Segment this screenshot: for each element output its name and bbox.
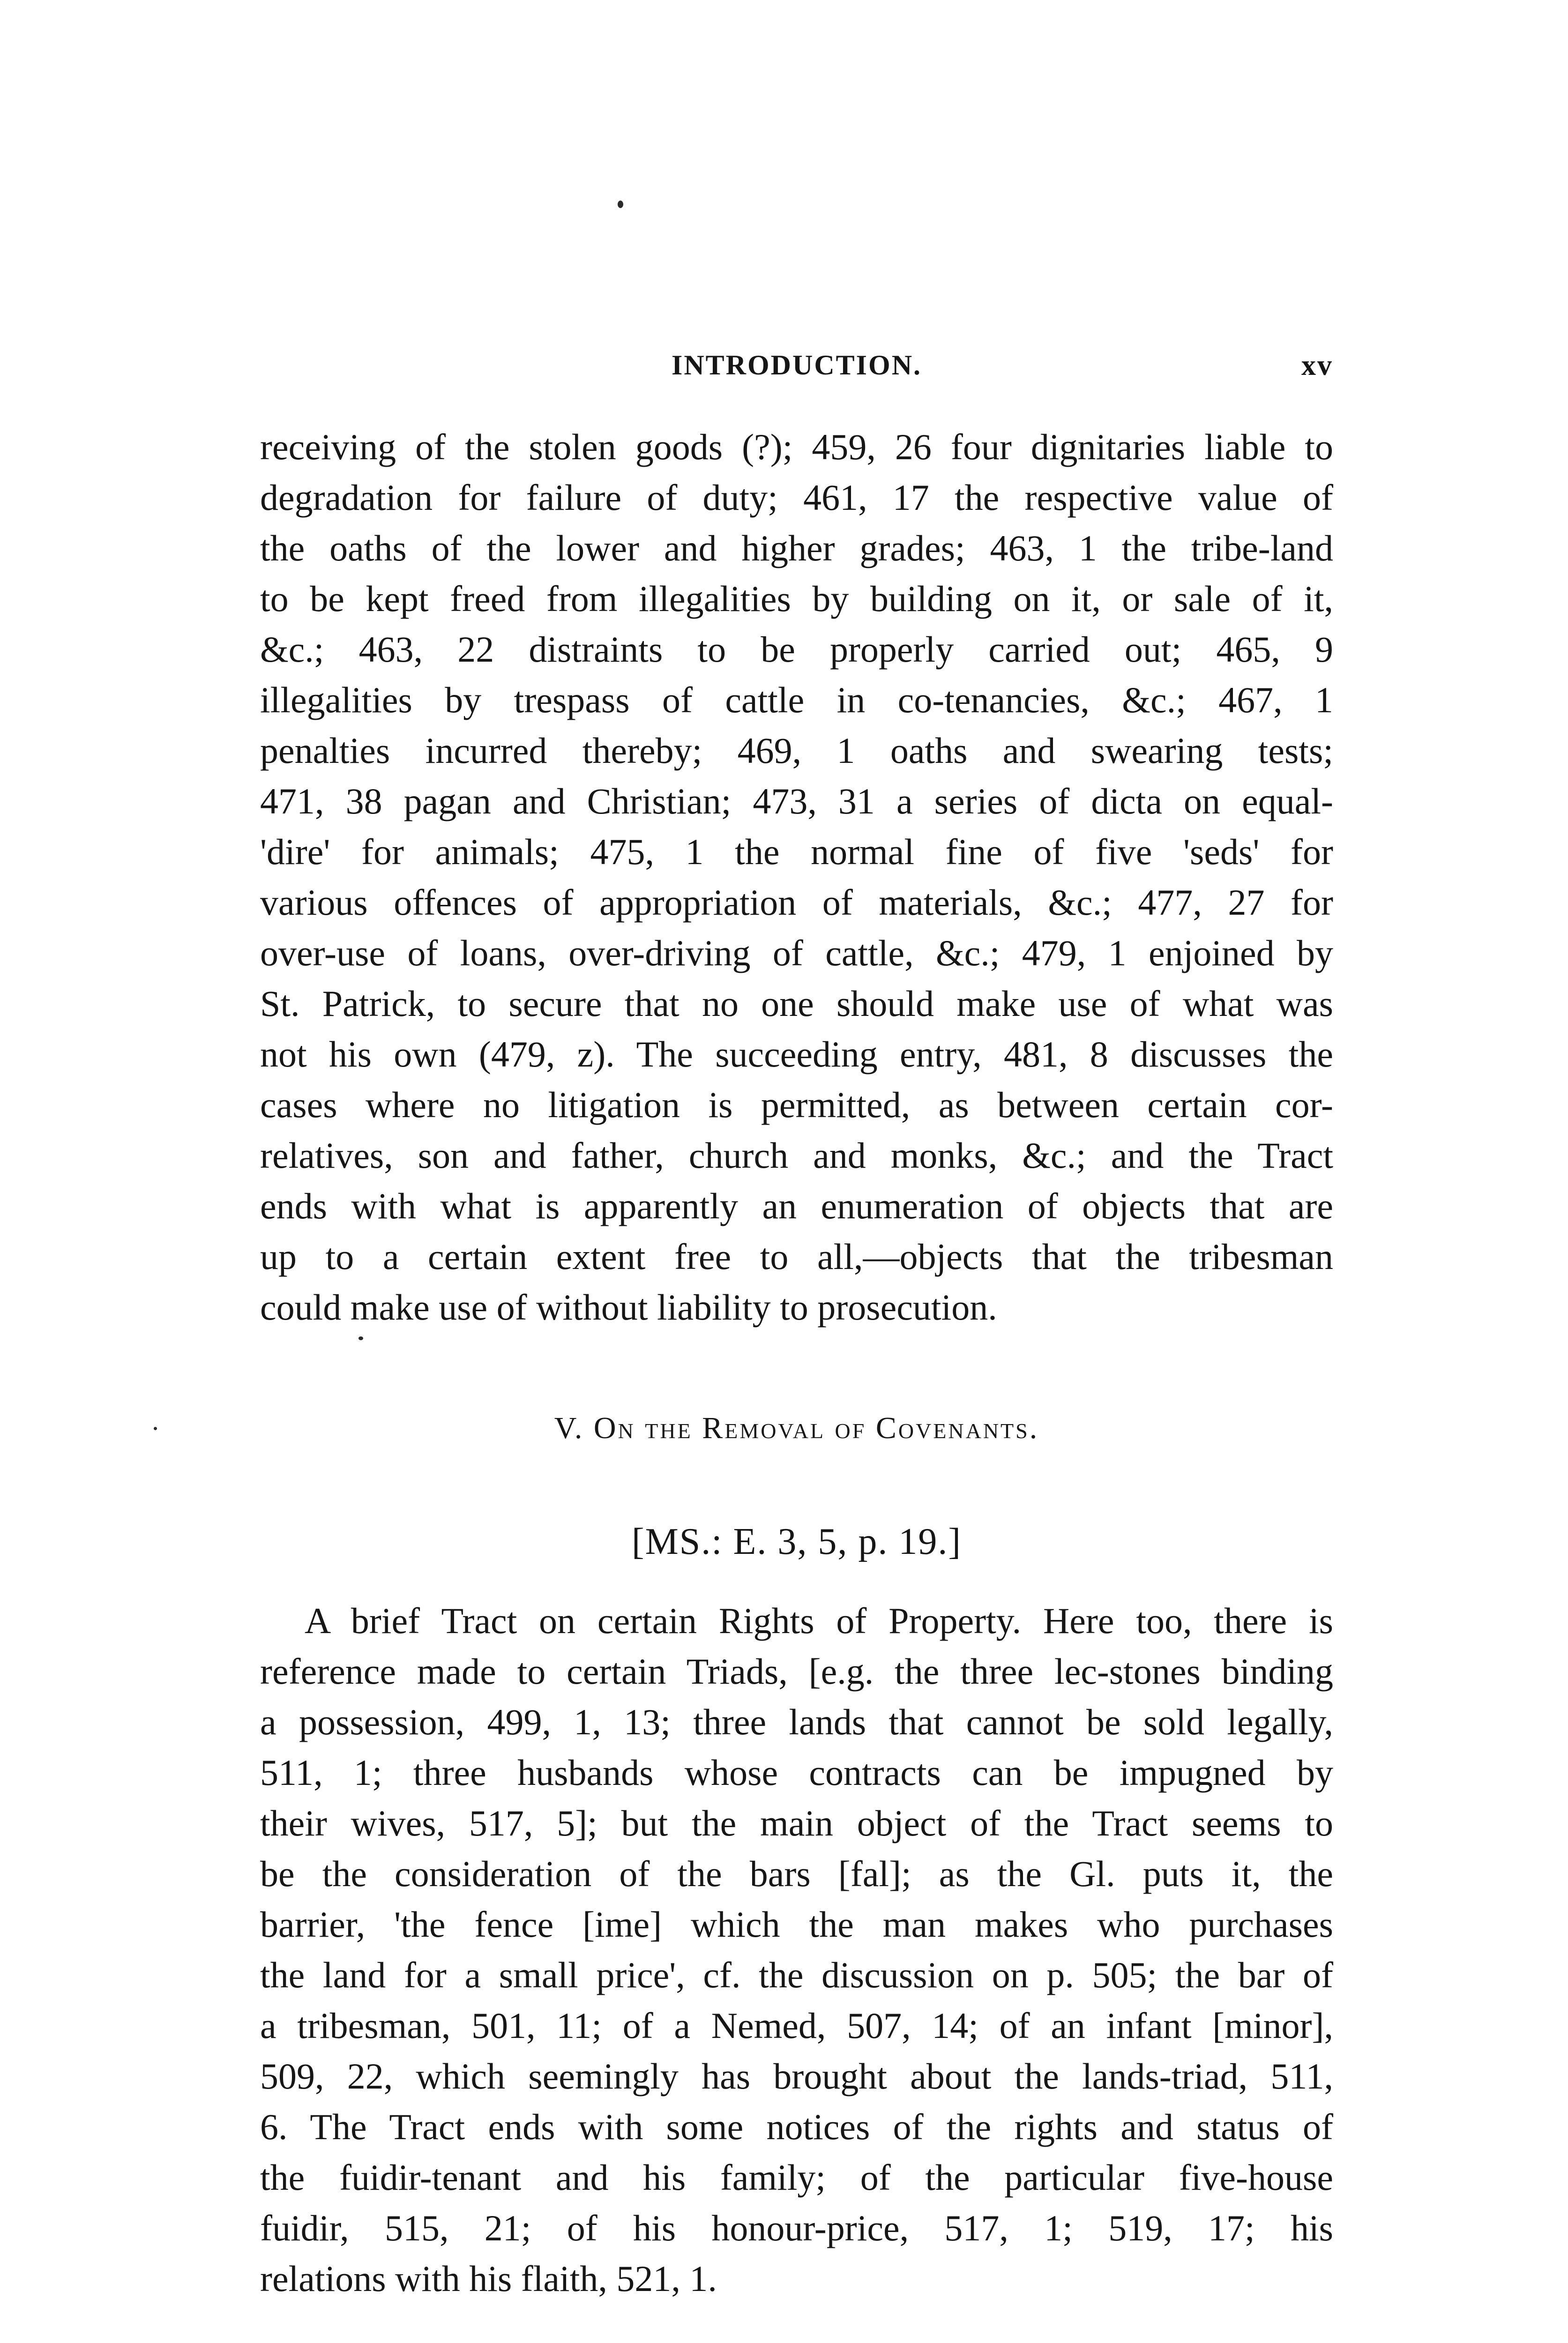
paragraph-continued [260,422,1333,1333]
text-line: 471, 38 pagan and Christian; 473, 31 a series of dicta on equal- [260,781,1333,821]
text-line: 509, 22, which seemingly has brought about the lands-triad, 511, [260,2056,1333,2097]
text-line: up to a certain extent free to all,—objects that the tribesman [260,1236,1333,1277]
running-head [260,349,1333,391]
text-line: the oaths of the lower and higher grades; 463, 1 the tribe-land [260,528,1333,568]
text-line: St. Patrick, to secure that no one should make use of what was [260,983,1333,1024]
text-line: to be kept freed from illegalities by building on it, or sale of it, [260,578,1333,619]
text-line: receiving of the stolen goods (?); 459, 26 four dignitaries liable to [260,426,1333,467]
page-number: xv [1301,350,1333,381]
text-line: cases where no litigation is permitted, as between certain cor- [260,1084,1333,1125]
manuscript-reference: [MS.: E. 3, 5, p. 19.] [632,1521,962,1562]
section-heading: V. On the Removal of Covenants. [554,1411,1039,1445]
print-speck-mid [358,1336,363,1340]
text-line: reference made to certain Triads, [e.g. the three lec-stones binding [260,1651,1333,1692]
text-line: illegalities by trespass of cattle in co-tenancies, &c.; 467, 1 [260,679,1333,720]
text-line: relatives, son and father, church and monks, &c.; and the Tract [260,1135,1333,1176]
text-line: could make use of without liability to prosecution. [260,1287,997,1328]
text-line: ends with what is apparently an enumeration of objects that are [260,1186,1333,1226]
text-line: a tribesman, 501, 11; of a Nemed, 507, 14; of an infant [minor], [260,2005,1333,2046]
print-speck-left [154,1427,157,1430]
text-line: the fuidir-tenant and his family; of the particular five-house [260,2157,1333,2198]
paragraph-tract-summary [260,1596,1333,2304]
text-line: 'dire' for animals; 475, 1 the normal fine of five 'seds' for [260,831,1333,872]
text-line: not his own (479, z). The succeeding entry, 481, 8 discusses the [260,1034,1333,1074]
text-line: various offences of appropriation of materials, &c.; 477, 27 for [260,882,1333,923]
running-head-title: INTRODUCTION. [671,350,922,381]
text-line: over-use of loans, over-driving of cattle, &c.; 479, 1 enjoined by [260,933,1333,973]
text-line: a possession, 499, 1, 13; three lands that cannot be sold legally, [260,1701,1333,1742]
text-line: the land for a small price', cf. the discussion on p. 505; the bar of [260,1955,1333,1995]
text-line: 511, 1; three husbands whose contracts can be impugned by [260,1752,1333,1793]
text-line: A brief Tract on certain Rights of Property. Here too, there is [305,1600,1333,1641]
text-line: their wives, 517, 5]; but the main object of the Tract seems to [260,1803,1333,1843]
text-line: 6. The Tract ends with some notices of the rights and status of [260,2106,1333,2147]
text-line: degradation for failure of duty; 461, 17 the respective value of [260,477,1333,518]
text-line: be the consideration of the bars [fal]; as the Gl. puts it, the [260,1853,1333,1894]
text-line: barrier, 'the fence [ime] which the man makes who purchases [260,1904,1333,1945]
text-line: &c.; 463, 22 distraints to be properly carried out; 465, 9 [260,629,1333,670]
text-line: fuidir, 515, 21; of his honour-price, 517, 1; 519, 17; his [260,2208,1333,2248]
print-speck-top [618,201,623,208]
text-line: relations with his flaith, 521, 1. [260,2258,717,2299]
text-line: penalties incurred thereby; 469, 1 oaths and swearing tests; [260,730,1333,771]
